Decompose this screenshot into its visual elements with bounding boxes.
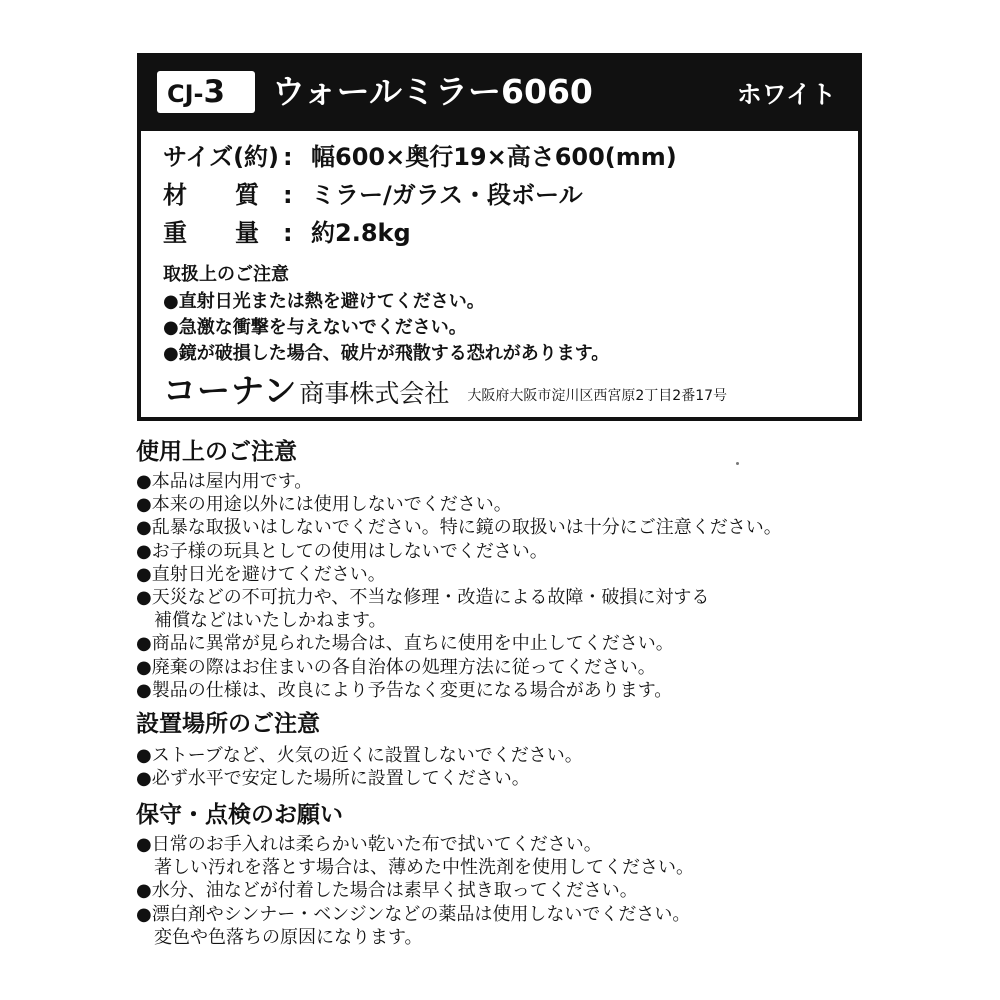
notice-item: ●商品に異常が見られた場合は、直ちに使用を中止してください。: [136, 633, 674, 655]
notice-item: ●お子様の玩具としての使用はしないでください。: [136, 540, 548, 562]
company-address: 大阪府大阪市淀川区西宮原2丁目2番17号: [467, 388, 728, 404]
installation-section-title: 設置場所のご注意: [136, 711, 320, 737]
product-color: ホワイト: [736, 80, 836, 109]
company-info: [163, 371, 727, 411]
company-logo: コーナン: [163, 371, 298, 410]
maintenance-notice-list: [136, 833, 856, 949]
notice-item: ●ストーブなど、火気の近くに設置しないでください。: [136, 745, 583, 766]
spec-value: 幅600×奥行19×高さ600(mm): [311, 143, 677, 171]
notice-item: ●本来の用途以外には使用しないでください。: [136, 494, 512, 516]
handling-title: 取扱上のご注意: [163, 264, 289, 285]
spec-value: ミラー/ガラス・段ボール: [311, 181, 583, 209]
notice-item: ●日常のお手入れは柔らかい乾いた布で拭いてください。 著しい汚れを落とす場合は、薄めた中性洗剤を使用してください。: [136, 834, 694, 879]
spec-label: 重 量: [163, 219, 259, 247]
product-name: ウォールミラー6060: [272, 72, 593, 111]
handling-item: ●急激な衝撃を与えないでください。: [163, 317, 467, 338]
usage-notice-list: [136, 470, 856, 702]
notice-item: ●製品の仕様は、改良により予告なく変更になる場合があります。: [136, 679, 673, 701]
spec-separator: :: [283, 219, 293, 247]
label-header: [141, 57, 858, 131]
product-label: [137, 53, 862, 421]
product-code-prefix: CJ-: [167, 80, 204, 108]
notice-item: ●漂白剤やシンナー・ベンジンなどの薬品は使用しないでください。 変色や色落ちの原因になります。: [136, 903, 691, 948]
spec-value: 約2.8kg: [311, 219, 411, 247]
notice-item: ●廃棄の際はお住まいの各自治体の処理方法に従ってください。: [136, 656, 656, 678]
product-code-number: 3: [203, 74, 226, 110]
spec-row-material: [163, 178, 583, 212]
product-code-badge: [157, 71, 255, 113]
notice-item: ●本品は屋内用です。: [136, 471, 313, 492]
notice-item: ●乱暴な取扱いはしないでください。特に鏡の取扱いは十分にご注意ください。: [136, 517, 782, 539]
spec-row-size: [163, 140, 677, 174]
handling-item: ●直射日光または熱を避けてください。: [163, 291, 485, 312]
notice-item: ●直射日光を避けてください。: [136, 563, 386, 585]
handling-list: [163, 289, 609, 367]
company-name-suffix: 商事株式会社: [299, 379, 450, 408]
notice-item: ●天災などの不可抗力や、不当な修理・改造による故障・破損に対する 補償などはいたしかねます。: [136, 587, 710, 632]
print-speck: [736, 462, 739, 465]
spec-separator: :: [283, 143, 293, 171]
notice-item: ●必ず水平で安定した場所に設置してください。: [136, 768, 530, 790]
spec-separator: :: [283, 181, 293, 209]
maintenance-section-title: 保守・点検のお願い: [136, 802, 343, 828]
spec-label: 材 質: [163, 181, 259, 209]
spec-row-weight: [163, 216, 411, 250]
handling-item: ●鏡が破損した場合、破片が飛散する恐れがあります。: [163, 343, 610, 364]
installation-notice-list: [136, 744, 856, 790]
spec-label: サイズ(約): [163, 143, 280, 171]
notice-item: ●水分、油などが付着した場合は素早く拭き取ってください。: [136, 880, 638, 902]
usage-section-title: 使用上のご注意: [136, 439, 297, 465]
